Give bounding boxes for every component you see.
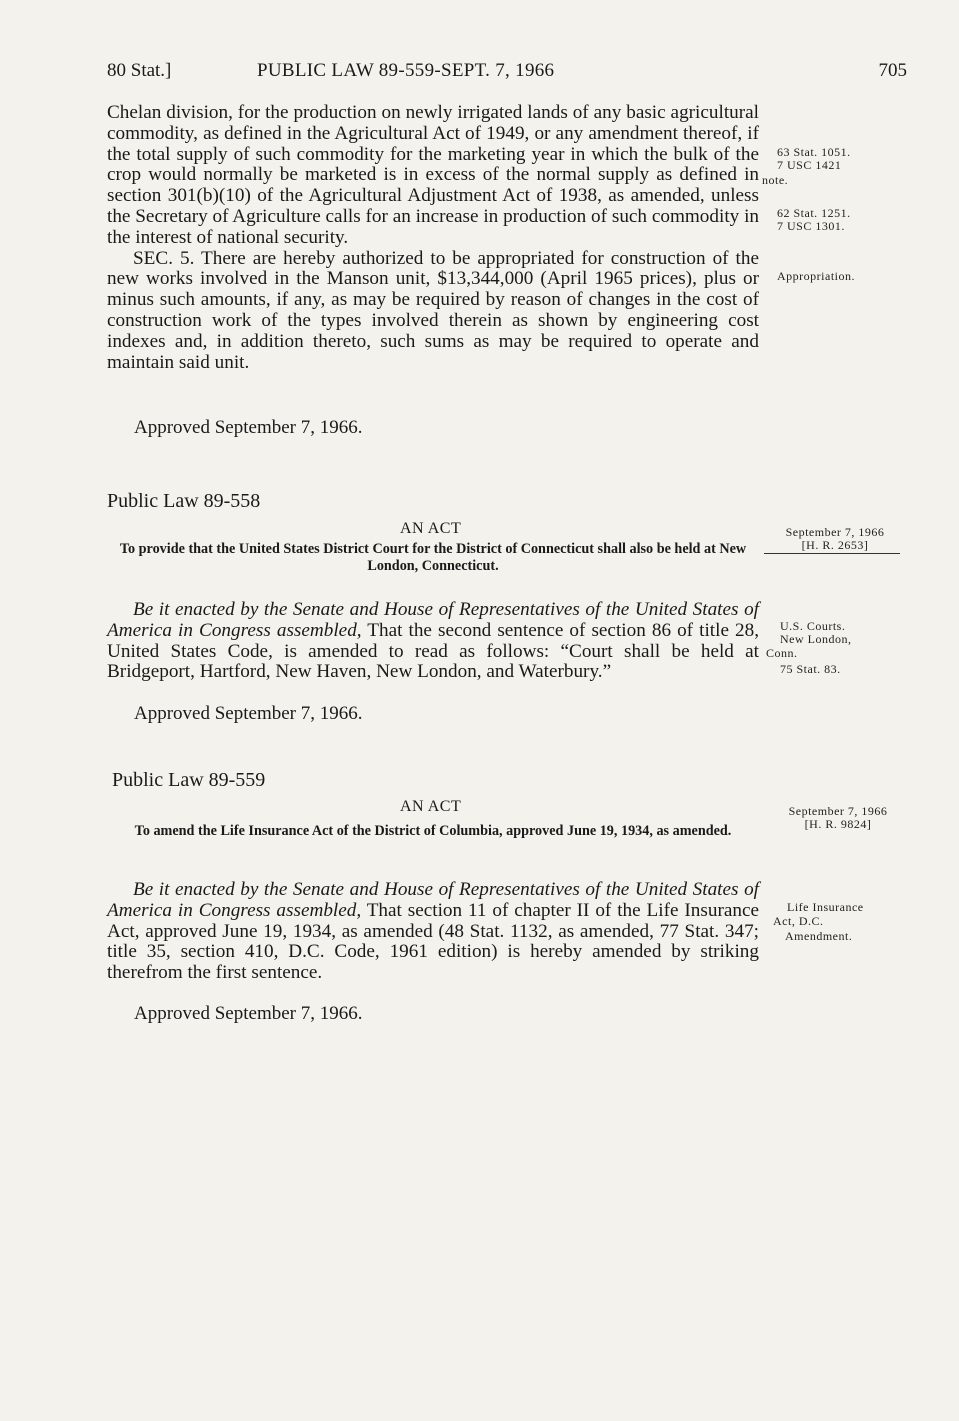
margin-note-note: note. [762, 173, 789, 187]
continued-text-block [107, 103, 759, 373]
volume-reference: 80 Stat.] [107, 60, 172, 81]
act-title-559: AN ACT [400, 798, 462, 815]
law-559-text: That section 11 of chapter II of the Life Insurance Act, approved June 19, 1934, as amended (48 Stat. 1132, as amended, 77 Stat. 347; title 35, section 410, D.C. Code, 1961 edition) is hereby amended by striking therefrom the first sentence. [107, 899, 759, 984]
law-559-body [107, 880, 759, 984]
margin-note-75-stat: 75 Stat. 83. [780, 662, 841, 676]
margin-note-conn: Conn. [766, 646, 798, 660]
page-number: 705 [878, 60, 907, 81]
public-law-559-heading: Public Law 89-559 [112, 769, 266, 791]
law-559-paragraph [107, 880, 759, 984]
margin-note-63-stat: 63 Stat. 1051. 7 USC 1421 [777, 145, 851, 172]
chelan-paragraph: Chelan division, for the production on newly irrigated lands of any basic agricultural commodity, as defined in the Agricultural Act of 1949, or any amendment thereof, if the total supply of such commodity for the marketing year in which the bulk of the crop would normally be marketed is in excess of the normal supply as defined in section 301(b)(10) of the Agricultural Adjustment Act of 1938, as amended, unless the Secretary of Agriculture calls for an increase in production of such commodity in the interest of national security. [107, 102, 759, 248]
margin-note-appropriation: Appropriation. [777, 269, 855, 283]
date-note-558: September 7, 1966 [H. R. 2653] [785, 525, 885, 552]
page-header [107, 60, 907, 84]
law-558-body [107, 600, 759, 683]
purpose-558: To provide that the United States District Court for the District of Connecticut shall also be held at New London, Connecticut. [119, 541, 747, 574]
enacting-clause-559: Be it enacted by the Senate and House of Representatives of the United States of America in Congress assembled, [107, 879, 759, 921]
margin-note-62-stat: 62 Stat. 1251. 7 USC 1301. [777, 206, 851, 233]
approval-line: Approved September 7, 1966. [134, 417, 363, 438]
enacting-clause-558: Be it enacted by the Senate and House of Representatives of the United States of America in Congress assembled, [107, 599, 759, 641]
margin-note-life-insurance-2: Act, D.C. [773, 914, 824, 928]
law-558-text: That the second sentence of section 86 of title 28, United States Code, is amended to read as follows: “Court shall be held at Bridgeport, Hartford, New Haven, New London, and Waterbury.” [107, 619, 759, 683]
public-law-558-heading: Public Law 89-558 [107, 490, 261, 512]
margin-note-life-insurance-1: Life Insurance [787, 900, 864, 914]
purpose-559: To amend the Life Insurance Act of the District of Columbia, approved June 19, 1934, as amended. [134, 823, 732, 839]
section-5-paragraph: SEC. 5. There are hereby authorized to be appropriated for construction of the new works involved in the Manson unit, $13,344,000 (April 1965 prices), plus or minus such amounts, if any, as may be required by reason of changes in the cost of construction work of the types involved therein as shown by engineering cost indexes and, in addition thereto, such sums as may be required to operate and maintain said unit. [107, 247, 759, 373]
margin-note-us-courts: U.S. Courts. New London, [780, 619, 852, 646]
date-rule-558 [764, 553, 900, 554]
date-note-559: September 7, 1966 [H. R. 9824] [788, 804, 888, 831]
approval-line-558: Approved September 7, 1966. [134, 703, 363, 724]
act-title-558: AN ACT [400, 520, 462, 537]
margin-note-life-insurance-3: Amendment. [785, 929, 853, 943]
running-title: PUBLIC LAW 89-559-SEPT. 7, 1966 [257, 60, 555, 81]
law-558-paragraph [107, 600, 759, 683]
approval-line-559: Approved September 7, 1966. [134, 1003, 363, 1024]
